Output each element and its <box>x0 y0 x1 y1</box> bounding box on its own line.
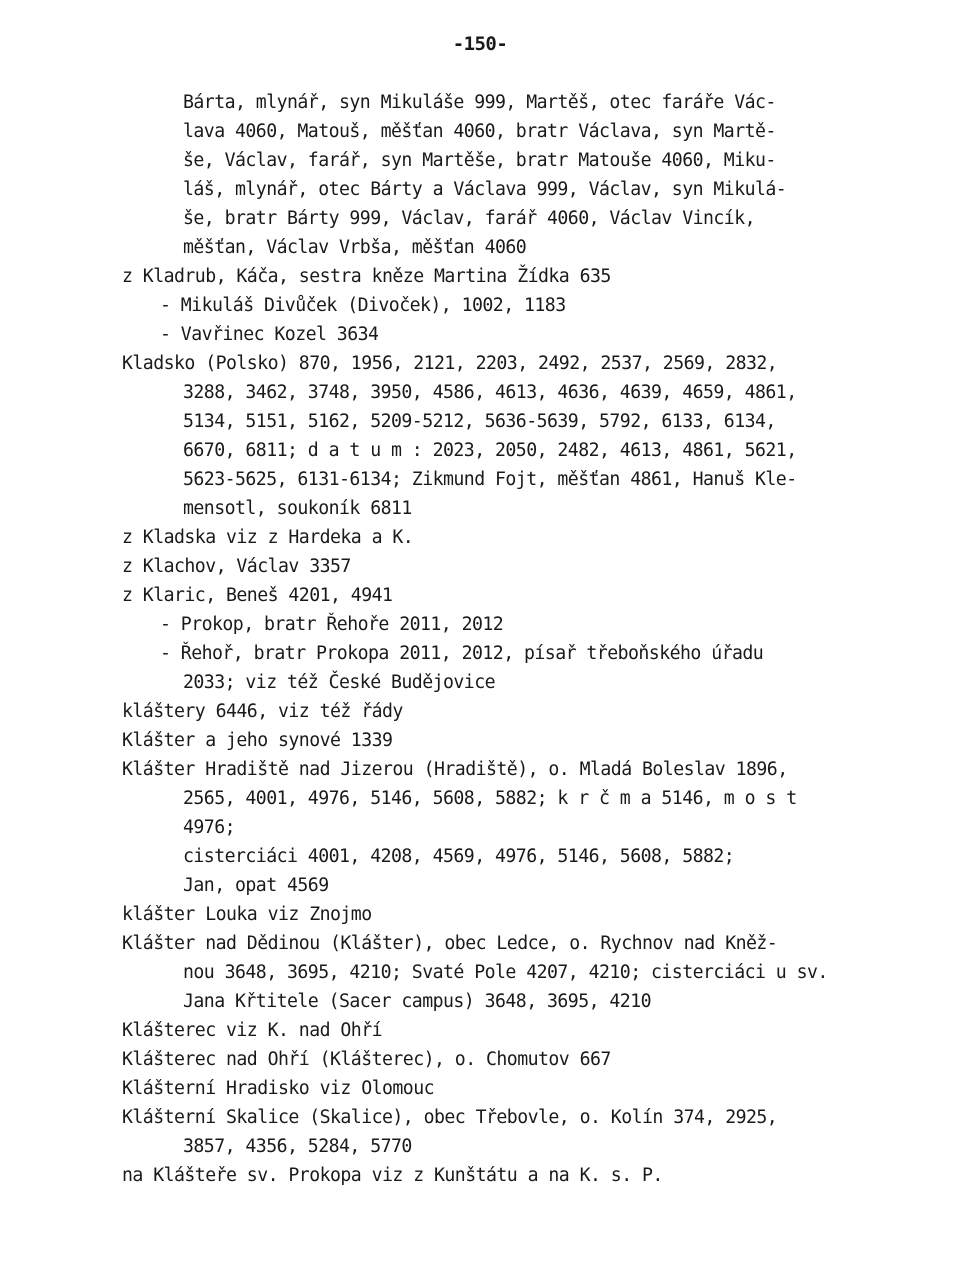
index-line: z Klachov, Václav 3357 <box>122 556 351 577</box>
index-line: Klášterní Skalice (Skalice), obec Třebovle, o. Kolín 374, 2925, <box>122 1107 778 1128</box>
index-line: na Klášteře sv. Prokopa viz z Kunštátu a na K. s. P. <box>122 1165 663 1186</box>
index-line: Bárta, mlynář, syn Mikuláše 999, Martěš, otec faráře Vác- <box>183 92 776 113</box>
index-line: Kladsko (Polsko) 870, 1956, 2121, 2203, 2492, 2537, 2569, 2832, <box>122 353 778 374</box>
index-line: Jana Křtitele (Sacer campus) 3648, 3695, 4210 <box>183 991 651 1012</box>
index-line: kláštery 6446, viz též řády <box>122 701 403 722</box>
index-line: Klášterec nad Ohří (Klášterec), o. Chomutov 667 <box>122 1049 611 1070</box>
index-line: z Kladska viz z Hardeka a K. <box>122 527 414 548</box>
index-line: nou 3648, 3695, 4210; Svaté Pole 4207, 4210; cisterciáci u sv. <box>183 962 828 983</box>
index-line: Klášter nad Dědinou (Klášter), obec Ledce, o. Rychnov nad Kněž- <box>122 933 778 954</box>
index-line: Klášter Hradiště nad Jizerou (Hradiště), o. Mladá Boleslav 1896, <box>122 759 788 780</box>
index-line: 2033; viz též České Budějovice <box>183 672 495 693</box>
index-line: Klášter a jeho synové 1339 <box>122 730 393 751</box>
index-line: še, Václav, farář, syn Martěše, bratr Matouše 4060, Miku- <box>183 150 776 171</box>
index-line: še, bratr Bárty 999, Václav, farář 4060, Václav Vincík, <box>183 208 755 229</box>
index-line: z Klaric, Beneš 4201, 4941 <box>122 585 393 606</box>
index-line: klášter Louka viz Znojmo <box>122 904 372 925</box>
index-line: měšťan, Václav Vrbša, měšťan 4060 <box>183 237 527 258</box>
index-line: 2565, 4001, 4976, 5146, 5608, 5882; k r č m a 5146, m o s t <box>183 788 797 809</box>
index-line: 5623-5625, 6131-6134; Zikmund Fojt, měšťan 4861, Hanuš Kle- <box>183 469 797 490</box>
index-line: 3288, 3462, 3748, 3950, 4586, 4613, 4636, 4639, 4659, 4861, <box>183 382 797 403</box>
index-line: lava 4060, Matouš, měšťan 4060, bratr Václava, syn Martě- <box>183 121 776 142</box>
index-line: - Mikuláš Divůček (Divoček), 1002, 1183 <box>160 295 566 316</box>
page-number: -150- <box>452 33 508 55</box>
index-line: - Řehoř, bratr Prokopa 2011, 2012, písař třeboňského úřadu <box>160 643 764 664</box>
index-line: z Kladrub, Káča, sestra kněze Martina Žídka 635 <box>122 266 611 287</box>
index-line: Klášterní Hradisko viz Olomouc <box>122 1078 434 1099</box>
index-line: mensotl, soukoník 6811 <box>183 498 412 519</box>
index-line: 3857, 4356, 5284, 5770 <box>183 1136 412 1157</box>
index-line: cisterciáci 4001, 4208, 4569, 4976, 5146, 5608, 5882; <box>183 846 735 867</box>
index-line: - Vavřinec Kozel 3634 <box>160 324 379 345</box>
index-line: 4976; <box>183 817 235 838</box>
index-line: Klášterec viz K. nad Ohří <box>122 1020 382 1041</box>
index-line: 5134, 5151, 5162, 5209-5212, 5636-5639, 5792, 6133, 6134, <box>183 411 776 432</box>
index-line: Jan, opat 4569 <box>183 875 329 896</box>
index-line: 6670, 6811; d a t u m : 2023, 2050, 2482, 4613, 4861, 5621, <box>183 440 797 461</box>
index-line: - Prokop, bratr Řehoře 2011, 2012 <box>160 614 504 635</box>
index-line: láš, mlynář, otec Bárty a Václava 999, Václav, syn Mikulá- <box>183 179 787 200</box>
